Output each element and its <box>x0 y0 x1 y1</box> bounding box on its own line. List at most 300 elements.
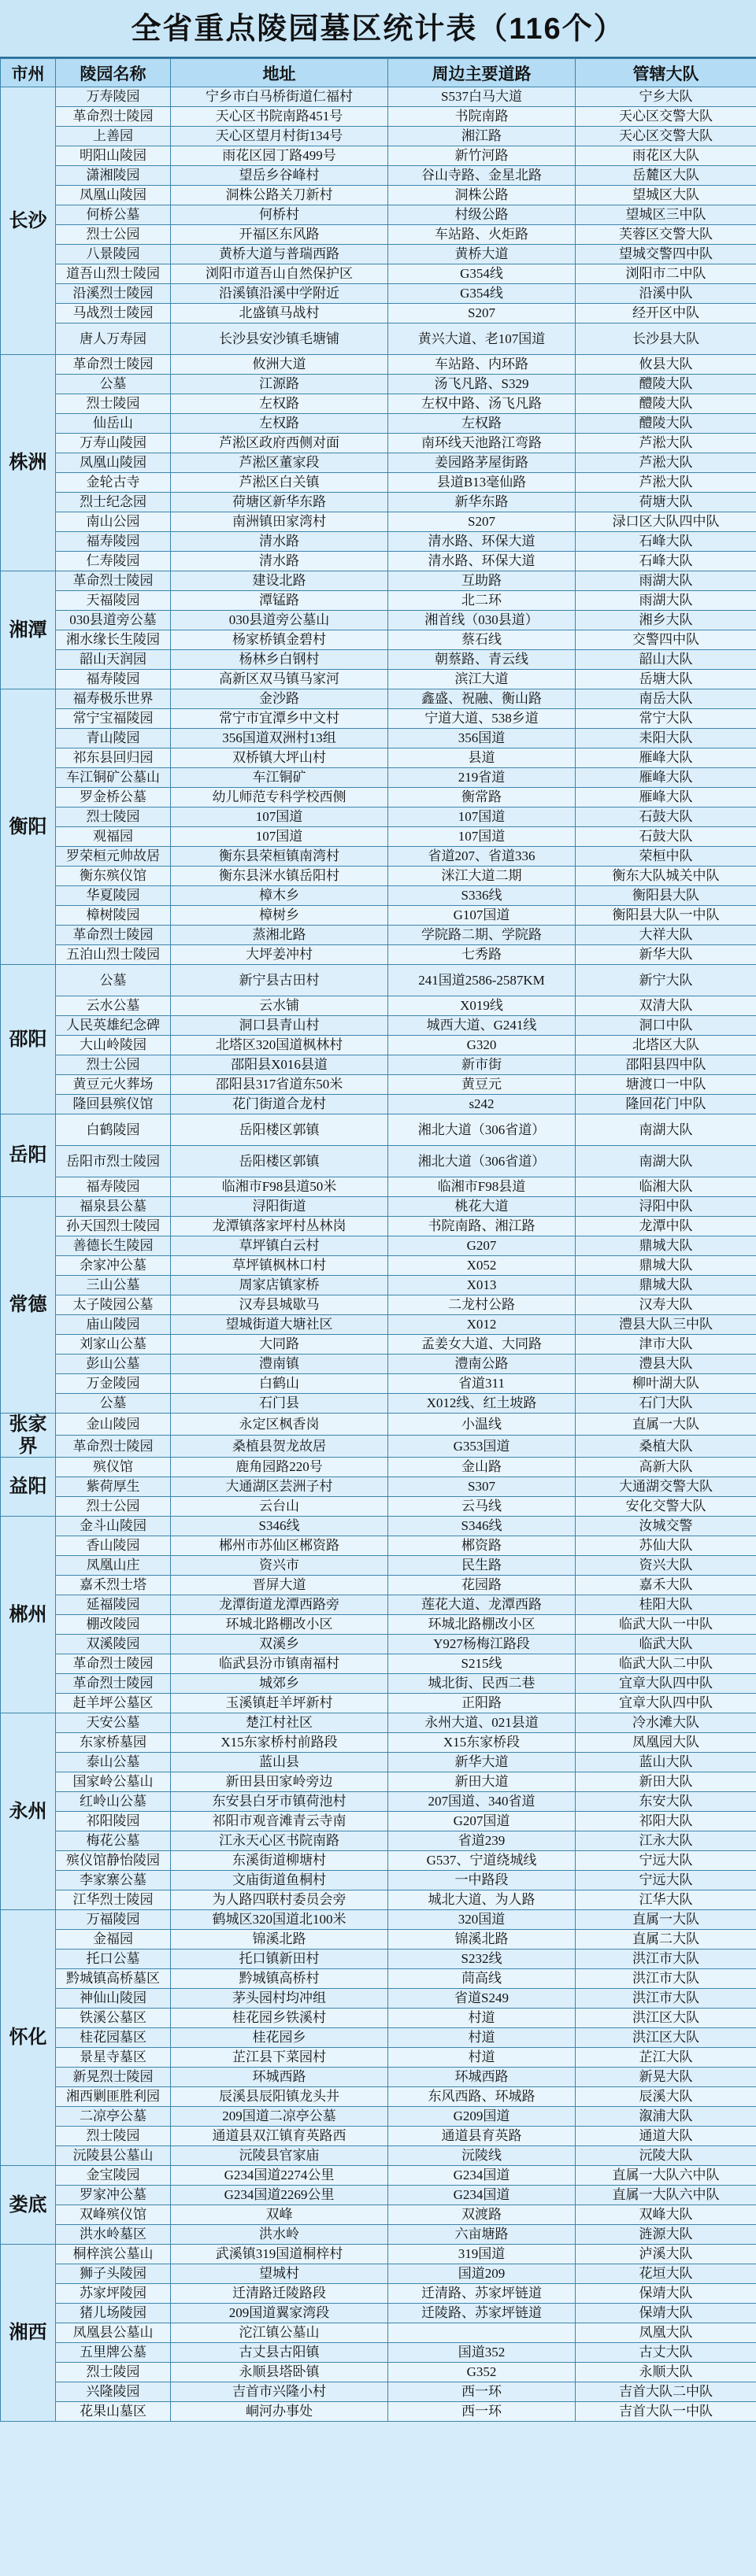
brigade-cell: 洞口中队 <box>576 1016 756 1036</box>
roads-cell: 219省道 <box>388 768 576 788</box>
address-cell: 草坪镇枫林口村 <box>171 1256 388 1276</box>
table-row <box>1 1556 756 1576</box>
roads-cell: 黄兴大道、老107国道 <box>388 323 576 355</box>
brigade-cell: 保靖大队 <box>576 2304 756 2323</box>
table-row <box>1 2264 756 2284</box>
address-cell: 衡东县洣水镇岳阳村 <box>171 867 388 886</box>
brigade-cell: 天心区交警大队 <box>576 107 756 127</box>
address-cell: 杨家桥镇金碧村 <box>171 630 388 650</box>
cemetery-name-cell: 梅花公墓 <box>56 1831 171 1851</box>
brigade-cell: 双峰大队 <box>576 2205 756 2225</box>
table-row <box>1 1114 756 1146</box>
cemetery-name-cell: 景星寺墓区 <box>56 2048 171 2068</box>
table-row <box>1 1694 756 1713</box>
roads-cell: S215线 <box>388 1654 576 1674</box>
cemetery-name-cell: 隆回县殡仪馆 <box>56 1095 171 1114</box>
address-cell: 江源路 <box>171 375 388 394</box>
brigade-cell: 新晃大队 <box>576 2068 756 2087</box>
table-row <box>1 127 756 146</box>
cemetery-name-cell: 金山陵园 <box>56 1414 171 1436</box>
table-row <box>1 1989 756 2009</box>
table-row <box>1 2245 756 2264</box>
table-title: 全省重点陵园墓区统计表（116个） <box>0 0 756 58</box>
cemetery-name-cell: 洪水岭墓区 <box>56 2225 171 2245</box>
roads-cell: 二龙村公路 <box>388 1295 576 1315</box>
address-cell: 蓝山县 <box>171 1753 388 1772</box>
address-cell: 桂花园乡铁溪村 <box>171 2009 388 2028</box>
address-cell: 岳阳楼区郭镇 <box>171 1114 388 1146</box>
cemetery-name-cell: 唐人万寿园 <box>56 323 171 355</box>
roads-cell: 蔡石线 <box>388 630 576 650</box>
brigade-cell: 荣桓中队 <box>576 847 756 867</box>
roads-cell: s242 <box>388 1095 576 1114</box>
brigade-cell: 直属二大队 <box>576 1930 756 1950</box>
table-row <box>1 650 756 670</box>
address-cell: 北塔区320国道枫林村 <box>171 1036 388 1055</box>
cemetery-name-cell: 万福陵园 <box>56 1910 171 1930</box>
roads-cell: 城北大道、为人路 <box>388 1890 576 1910</box>
cemetery-name-cell: 八景陵园 <box>56 245 171 264</box>
cemetery-name-cell: 樟树陵园 <box>56 906 171 926</box>
roads-cell: 107国道 <box>388 827 576 847</box>
brigade-cell: 芦淞大队 <box>576 473 756 493</box>
cemetery-name-cell: 福寿陵园 <box>56 532 171 552</box>
table-row <box>1 453 756 473</box>
brigade-cell: 芦淞大队 <box>576 453 756 473</box>
address-cell: 鹤城区320国道北100米 <box>171 1910 388 1930</box>
roads-cell: X012 <box>388 1315 576 1335</box>
brigade-cell: 塘渡口一中队 <box>576 1075 756 1095</box>
brigade-cell: 宁远大队 <box>576 1851 756 1871</box>
table-row <box>1 1950 756 1969</box>
cemetery-name-cell: 公墓 <box>56 965 171 996</box>
roads-cell: 村级公路 <box>388 205 576 225</box>
table-row <box>1 906 756 926</box>
table-row <box>1 304 756 323</box>
brigade-cell: 桂阳大队 <box>576 1595 756 1615</box>
roads-cell: 学院路二期、学院路 <box>388 926 576 945</box>
roads-cell: 县道 <box>388 748 576 768</box>
cemetery-name-cell: 二凉亭公墓 <box>56 2107 171 2127</box>
city-cell: 湘潭 <box>1 571 56 689</box>
brigade-cell: 隆回花门中队 <box>576 1095 756 1114</box>
address-cell: 吉首市兴隆小村 <box>171 2382 388 2402</box>
table-row <box>1 394 756 414</box>
brigade-cell: 衡阳县大队 <box>576 886 756 906</box>
address-cell: 芷江县下菜园村 <box>171 2048 388 2068</box>
cemetery-name-cell: 凤凰山陵园 <box>56 453 171 473</box>
roads-cell: 小温线 <box>388 1414 576 1436</box>
city-cell: 张家界 <box>1 1414 56 1458</box>
table-row <box>1 1256 756 1276</box>
roads-cell: X052 <box>388 1256 576 1276</box>
cemetery-name-cell: 马战烈士陵园 <box>56 304 171 323</box>
cemetery-name-cell: 东家桥墓园 <box>56 1733 171 1753</box>
table-row <box>1 926 756 945</box>
cemetery-name-cell: 香山陵园 <box>56 1536 171 1556</box>
roads-cell: 新竹河路 <box>388 146 576 166</box>
table-row <box>1 1075 756 1095</box>
brigade-cell: 望城交警四中队 <box>576 245 756 264</box>
roads-cell: G234国道 <box>388 2166 576 2186</box>
address-cell: 356国道双洲村13组 <box>171 729 388 748</box>
brigade-cell: 澧县大队 <box>576 1355 756 1374</box>
address-cell: 新宁县古田村 <box>171 965 388 996</box>
table-row <box>1 768 756 788</box>
table-row <box>1 1812 756 1831</box>
cemetery-name-cell: 金轮古寺 <box>56 473 171 493</box>
brigade-cell: 交警四中队 <box>576 630 756 650</box>
brigade-cell: 攸县大队 <box>576 355 756 375</box>
table-row <box>1 2068 756 2087</box>
brigade-cell: 花垣大队 <box>576 2264 756 2284</box>
address-cell: 樟木乡 <box>171 886 388 906</box>
cemetery-name-cell: 棚改陵园 <box>56 1615 171 1635</box>
address-cell: 双峰 <box>171 2205 388 2225</box>
roads-cell: 云马线 <box>388 1497 576 1517</box>
address-cell: 桑植县贺龙故居 <box>171 1436 388 1458</box>
table-row <box>1 2028 756 2048</box>
address-cell: 云水铺 <box>171 996 388 1016</box>
roads-cell: 新市街 <box>388 1055 576 1075</box>
address-cell: 金沙路 <box>171 689 388 709</box>
address-cell: 天心区书院南路451号 <box>171 107 388 127</box>
table-row <box>1 1295 756 1315</box>
brigade-cell: 澧县大队三中队 <box>576 1315 756 1335</box>
header-city: 市州 <box>1 59 56 87</box>
brigade-cell: 直属一大队 <box>576 1414 756 1436</box>
cemetery-name-cell: 韶山天润园 <box>56 650 171 670</box>
table-row <box>1 847 756 867</box>
cemetery-name-cell: 上善园 <box>56 127 171 146</box>
address-cell: 攸洲大道 <box>171 355 388 375</box>
cemetery-name-cell: 托口公墓 <box>56 1950 171 1969</box>
table-row <box>1 709 756 729</box>
cemetery-name-cell: 延福陵园 <box>56 1595 171 1615</box>
table-row <box>1 1615 756 1635</box>
brigade-cell: 韶山大队 <box>576 650 756 670</box>
table-row <box>1 788 756 808</box>
cemetery-name-cell: 烈士陵园 <box>56 808 171 827</box>
brigade-cell: 雁峰大队 <box>576 768 756 788</box>
brigade-cell: 直属一大队 <box>576 1910 756 1930</box>
brigade-cell: 邵阳县四中队 <box>576 1055 756 1075</box>
brigade-cell: 桑植大队 <box>576 1436 756 1458</box>
table-row <box>1 1016 756 1036</box>
brigade-cell: 石鼓大队 <box>576 808 756 827</box>
header-roads: 周边主要道路 <box>388 59 576 87</box>
roads-cell: 黄豆元 <box>388 1075 576 1095</box>
roads-cell: 环城北路棚改小区 <box>388 1615 576 1635</box>
roads-cell: 郴资路 <box>388 1536 576 1556</box>
brigade-cell: 北塔区大队 <box>576 1036 756 1055</box>
brigade-cell: 浏阳市二中队 <box>576 264 756 284</box>
brigade-cell: 江永大队 <box>576 1831 756 1851</box>
roads-cell: 207国道、340省道 <box>388 1792 576 1812</box>
address-cell: 芦淞区白关镇 <box>171 473 388 493</box>
brigade-cell: 长沙县大队 <box>576 323 756 355</box>
table-row <box>1 1335 756 1355</box>
table-row <box>1 1276 756 1295</box>
address-cell: 常宁市宜潭乡中文村 <box>171 709 388 729</box>
cemetery-name-cell: 凤凰县公墓山 <box>56 2323 171 2343</box>
brigade-cell: 宜章大队四中队 <box>576 1674 756 1694</box>
address-cell: 黄桥大道与普瑞西路 <box>171 245 388 264</box>
cemetery-name-cell: 烈士公园 <box>56 1497 171 1517</box>
city-cell: 娄底 <box>1 2166 56 2245</box>
brigade-cell: 临武大队二中队 <box>576 1654 756 1674</box>
table-row <box>1 1177 756 1197</box>
table-row <box>1 493 756 512</box>
cemetery-name-cell: 潇湘陵园 <box>56 166 171 186</box>
brigade-cell: 吉首大队一中队 <box>576 2402 756 2422</box>
address-cell: 为人路四联村委员会旁 <box>171 1890 388 1910</box>
roads-cell: 澧南公路 <box>388 1355 576 1374</box>
table-row <box>1 808 756 827</box>
roads-cell: 通道县育英路 <box>388 2127 576 2146</box>
table-row <box>1 1831 756 1851</box>
cemetery-name-cell: 万寿陵园 <box>56 87 171 107</box>
table-body <box>1 87 756 2422</box>
cemetery-name-cell: 善德长生陵园 <box>56 1236 171 1256</box>
brigade-cell: 泸溪大队 <box>576 2245 756 2264</box>
table-row <box>1 87 756 107</box>
roads-cell: 新华大道 <box>388 1753 576 1772</box>
address-cell: 东安县白牙市镇荷池村 <box>171 1792 388 1812</box>
table-row <box>1 1890 756 1910</box>
address-cell: 周家店镇家桥 <box>171 1276 388 1295</box>
brigade-cell: 雨湖大队 <box>576 571 756 591</box>
cemetery-name-cell: 嘉禾烈士塔 <box>56 1576 171 1595</box>
roads-cell: 车站路、火炬路 <box>388 225 576 245</box>
address-cell: 龙潭镇落家坪村丛林岗 <box>171 1217 388 1236</box>
cemetery-name-cell: 云水公墓 <box>56 996 171 1016</box>
address-cell: 白鹤山 <box>171 1374 388 1394</box>
table-row <box>1 1753 756 1772</box>
address-cell: 潭锰路 <box>171 591 388 611</box>
table-row <box>1 2186 756 2205</box>
cemetery-name-cell: 罗荣桓元帅故居 <box>56 847 171 867</box>
city-cell: 益阳 <box>1 1458 56 1517</box>
cemetery-name-cell: 金斗山陵园 <box>56 1517 171 1536</box>
address-cell: 大通湖区芸洲子村 <box>171 1477 388 1497</box>
brigade-cell: 洪江市大队 <box>576 1950 756 1969</box>
table-row <box>1 414 756 434</box>
brigade-cell: 嘉禾大队 <box>576 1576 756 1595</box>
brigade-cell: 耒阳大队 <box>576 729 756 748</box>
table-row <box>1 1374 756 1394</box>
address-cell: X15东家桥村前路段 <box>171 1733 388 1753</box>
roads-cell: 书院南路、湘江路 <box>388 1217 576 1236</box>
roads-cell: 鑫盛、祝融、衡山路 <box>388 689 576 709</box>
cemetery-name-cell: 观福园 <box>56 827 171 847</box>
cemetery-name-cell: 公墓 <box>56 375 171 394</box>
table-row <box>1 1930 756 1950</box>
roads-cell: 永州大道、021县道 <box>388 1713 576 1733</box>
table-row <box>1 867 756 886</box>
address-cell: 草坪镇白云村 <box>171 1236 388 1256</box>
brigade-cell: 沅陵大队 <box>576 2146 756 2166</box>
address-cell: 幼儿师范专科学校西侧 <box>171 788 388 808</box>
brigade-cell: 醴陵大队 <box>576 414 756 434</box>
address-cell: 雨花区园丁路499号 <box>171 146 388 166</box>
brigade-cell: 新田大队 <box>576 1772 756 1792</box>
table-row <box>1 1851 756 1871</box>
table-row <box>1 186 756 205</box>
roads-cell: 车站路、内环路 <box>388 355 576 375</box>
table-row <box>1 1217 756 1236</box>
brigade-cell: 洪江区大队 <box>576 2009 756 2028</box>
table-row <box>1 2048 756 2068</box>
roads-cell: 356国道 <box>388 729 576 748</box>
brigade-cell: 辰溪大队 <box>576 2087 756 2107</box>
cemetery-name-cell: 祁阳陵园 <box>56 1812 171 1831</box>
address-cell: 江永天心区书院南路 <box>171 1831 388 1851</box>
brigade-cell: 宁远大队 <box>576 1871 756 1890</box>
address-cell: 古丈县古阳镇 <box>171 2343 388 2363</box>
cemetery-name-cell: 青山陵园 <box>56 729 171 748</box>
table-row <box>1 611 756 630</box>
address-cell: 宁乡市白马桥街道仁福村 <box>171 87 388 107</box>
brigade-cell: 望城区大队 <box>576 186 756 205</box>
brigade-cell: 石峰大队 <box>576 552 756 571</box>
table-row <box>1 2166 756 2186</box>
table-row <box>1 1792 756 1812</box>
roads-cell: 国道209 <box>388 2264 576 2284</box>
brigade-cell: 常宁大队 <box>576 709 756 729</box>
cemetery-name-cell: 殡仪馆 <box>56 1458 171 1477</box>
address-cell: 芦淞区政府西侧对面 <box>171 434 388 453</box>
brigade-cell: 天心区交警大队 <box>576 127 756 146</box>
header-row <box>1 59 756 87</box>
roads-cell: 衡常路 <box>388 788 576 808</box>
roads-cell: 汤飞凡路、S329 <box>388 375 576 394</box>
roads-cell: G353国道 <box>388 1436 576 1458</box>
brigade-cell: 资兴大队 <box>576 1556 756 1576</box>
address-cell: 邵阳县317省道东50米 <box>171 1075 388 1095</box>
brigade-cell: 柳叶湖大队 <box>576 1374 756 1394</box>
city-cell: 郴州 <box>1 1517 56 1713</box>
roads-cell: 左权路 <box>388 414 576 434</box>
address-cell: 107国道 <box>171 827 388 847</box>
table-row <box>1 1055 756 1075</box>
brigade-cell: 汉寿大队 <box>576 1295 756 1315</box>
address-cell: 花门街道合龙村 <box>171 1095 388 1114</box>
brigade-cell: 津市大队 <box>576 1335 756 1355</box>
cemetery-name-cell: 烈士公园 <box>56 225 171 245</box>
brigade-cell: 南湖大队 <box>576 1114 756 1146</box>
address-cell: G234国道2274公里 <box>171 2166 388 2186</box>
table-row <box>1 323 756 355</box>
address-cell: 东溪街道柳塘村 <box>171 1851 388 1871</box>
table-row <box>1 1355 756 1374</box>
brigade-cell: 经开区中队 <box>576 304 756 323</box>
cemetery-name-cell: 庙山陵园 <box>56 1315 171 1335</box>
roads-cell: S207 <box>388 304 576 323</box>
table-row <box>1 630 756 650</box>
roads-cell: 新华东路 <box>388 493 576 512</box>
cemetery-name-cell: 五里牌公墓 <box>56 2343 171 2363</box>
table-row <box>1 2402 756 2422</box>
table-row <box>1 1713 756 1733</box>
address-cell: G234国道2269公里 <box>171 2186 388 2205</box>
brigade-cell: 洪江市大队 <box>576 1989 756 2009</box>
address-cell: 209国道翼家湾段 <box>171 2304 388 2323</box>
address-cell: 望岳乡谷峰村 <box>171 166 388 186</box>
table-row <box>1 225 756 245</box>
cemetery-name-cell: 福泉县公墓 <box>56 1197 171 1217</box>
roads-cell: 村道 <box>388 2048 576 2068</box>
brigade-cell: 凤凰园大队 <box>576 1733 756 1753</box>
table-row <box>1 284 756 304</box>
brigade-cell: 湘乡大队 <box>576 611 756 630</box>
roads-cell: 省道S249 <box>388 1989 576 2009</box>
roads-cell: X019线 <box>388 996 576 1016</box>
address-cell: 汉寿县城歇马 <box>171 1295 388 1315</box>
address-cell: 临武县汾市镇南福村 <box>171 1654 388 1674</box>
cemetery-name-cell: 黔城镇高桥墓区 <box>56 1969 171 1989</box>
table-row <box>1 1635 756 1654</box>
address-cell: 沿溪镇沿溪中学附近 <box>171 284 388 304</box>
cemetery-name-cell: 余家冲公墓 <box>56 1256 171 1276</box>
roads-cell: G207国道 <box>388 1812 576 1831</box>
address-cell: 晋屏大道 <box>171 1576 388 1595</box>
address-cell: 石门县 <box>171 1394 388 1414</box>
cemetery-name-cell: 黄豆元火葬场 <box>56 1075 171 1095</box>
brigade-cell: 石门大队 <box>576 1394 756 1414</box>
brigade-cell: 沿溪中队 <box>576 284 756 304</box>
address-cell: 祁阳市观音滩青云寺南 <box>171 1812 388 1831</box>
table-row <box>1 264 756 284</box>
address-cell: 桂花园乡 <box>171 2028 388 2048</box>
roads-cell: 谷山寺路、金星北路 <box>388 166 576 186</box>
cemetery-name-cell: 神仙山陵园 <box>56 1989 171 2009</box>
cemetery-name-cell: 衡东殡仪馆 <box>56 867 171 886</box>
address-cell: 鹿角园路220号 <box>171 1458 388 1477</box>
address-cell: 杨林乡白钢村 <box>171 650 388 670</box>
table-row <box>1 729 756 748</box>
brigade-cell: 望城区三中队 <box>576 205 756 225</box>
roads-cell: X012线、红土坡路 <box>388 1394 576 1414</box>
address-cell: 沱江镇公墓山 <box>171 2323 388 2343</box>
roads-cell: 锦溪北路 <box>388 1930 576 1950</box>
roads-cell: 城西大道、G241线 <box>388 1016 576 1036</box>
cemetery-name-cell: 明阳山陵园 <box>56 146 171 166</box>
address-cell: 双溪乡 <box>171 1635 388 1654</box>
cemetery-name-cell: 030县道旁公墓 <box>56 611 171 630</box>
table-row <box>1 2363 756 2382</box>
table-row <box>1 1733 756 1753</box>
roads-cell: 洞株公路 <box>388 186 576 205</box>
table-row <box>1 2127 756 2146</box>
table-row <box>1 945 756 965</box>
roads-cell: G354线 <box>388 264 576 284</box>
roads-cell: 320国道 <box>388 1910 576 1930</box>
table-row <box>1 1414 756 1436</box>
brigade-cell: 南湖大队 <box>576 1146 756 1177</box>
table-row <box>1 1517 756 1536</box>
roads-cell: 七秀路 <box>388 945 576 965</box>
roads-cell: 省道311 <box>388 1374 576 1394</box>
table-row <box>1 670 756 689</box>
table-row <box>1 166 756 186</box>
roads-cell: 滨江大道 <box>388 670 576 689</box>
roads-cell: 互助路 <box>388 571 576 591</box>
brigade-cell: 东安大队 <box>576 1792 756 1812</box>
address-cell: 建设北路 <box>171 571 388 591</box>
roads-cell: 县道B13毫仙路 <box>388 473 576 493</box>
cemetery-name-cell: 福寿陵园 <box>56 670 171 689</box>
